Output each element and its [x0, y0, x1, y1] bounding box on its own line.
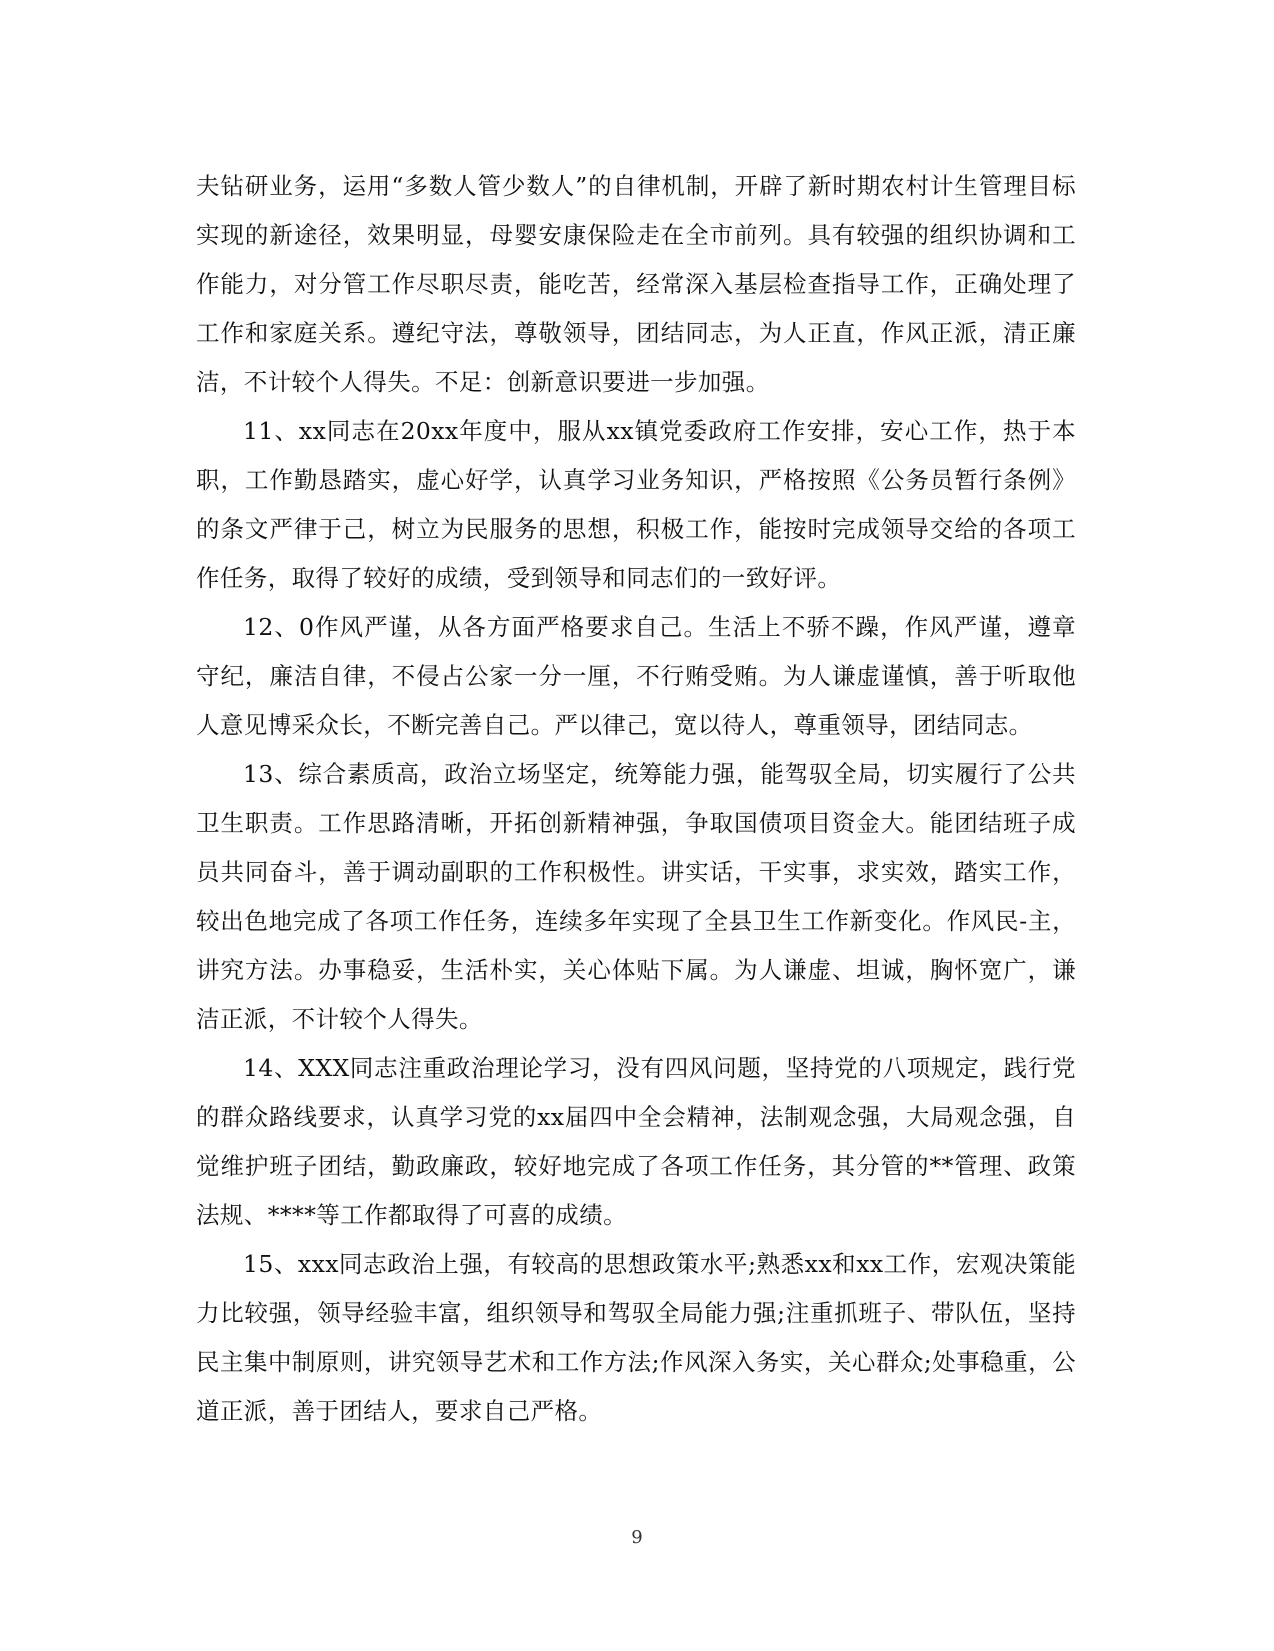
paragraph-continued: 夫钻研业务，运用“多数人管少数人”的自律机制，开辟了新时期农村计生管理目标实现的新途径，效果明显，母婴安康保险走在全市前列。具有较强的组织协调和工作能力，对分管工作尽职尽责，能吃苦，经常深入基层检查指导工作，正确处理了工作和家庭关系。遵纪守法，尊敬领导，团结同志，为人正直，作风正派，清正廉洁，不计较个人得失。不足：创新意识要进一步加强。: [196, 172, 1076, 396]
page-number: 9: [631, 1527, 643, 1548]
paragraph-12: 12、0作风严谨，从各方面严格要求自己。生活上不骄不躁，作风严谨，遵章守纪，廉洁自律，不侵占公家一分一厘，不行贿受贿。为人谦虚谨慎，善于听取他人意见博采众长，不断完善自己。严以律己，宽以待人，尊重领导，团结同志。: [196, 613, 1076, 739]
paragraph-13: 13、综合素质高，政治立场坚定，统筹能力强，能驾驭全局，切实履行了公共卫生职责。工作思路清晰，开拓创新精神强，争取国债项目资金大。能团结班子成员共同奋斗，善于调动副职的工作积极性。讲实话，干实事，求实效，踏实工作，较出色地完成了各项工作任务，连续多年实现了全县卫生工作新变化。作风民-主，讲究方法。办事稳妥，生活朴实，关心体贴下属。为人谦虚、坦诚，胸怀宽广，谦洁正派，不计较个人得失。: [196, 760, 1076, 1033]
paragraph-15: 15、xxx同志政治上强，有较高的思想政策水平;熟悉xx和xx工作，宏观决策能力比较强，领导经验丰富，组织领导和驾驭全局能力强;注重抓班子、带队伍，坚持民主集中制原则，讲究领导艺术和工作方法;作风深入务实，关心群众;处事稳重，公道正派，善于团结人，要求自己严格。: [196, 1250, 1076, 1425]
document-body: [196, 162, 1076, 1436]
paragraph-11: 11、xx同志在20xx年度中，服从xx镇党委政府工作安排，安心工作，热于本职，工作勤恳踏实，虚心好学，认真学习业务知识，严格按照《公务员暂行条例》的条文严律于己，树立为民服务的思想，积极工作，能按时完成领导交给的各项工作任务，取得了较好的成绩，受到领导和同志们的一致好评。: [196, 417, 1076, 592]
paragraph-14: 14、XXX同志注重政治理论学习，没有四风问题，坚持党的八项规定，践行党的群众路线要求，认真学习党的xx届四中全会精神，法制观念强，大局观念强，自觉维护班子团结，勤政廉政，较好地完成了各项工作任务，其分管的**管理、政策法规、****等工作都取得了可喜的成绩。: [196, 1054, 1076, 1229]
